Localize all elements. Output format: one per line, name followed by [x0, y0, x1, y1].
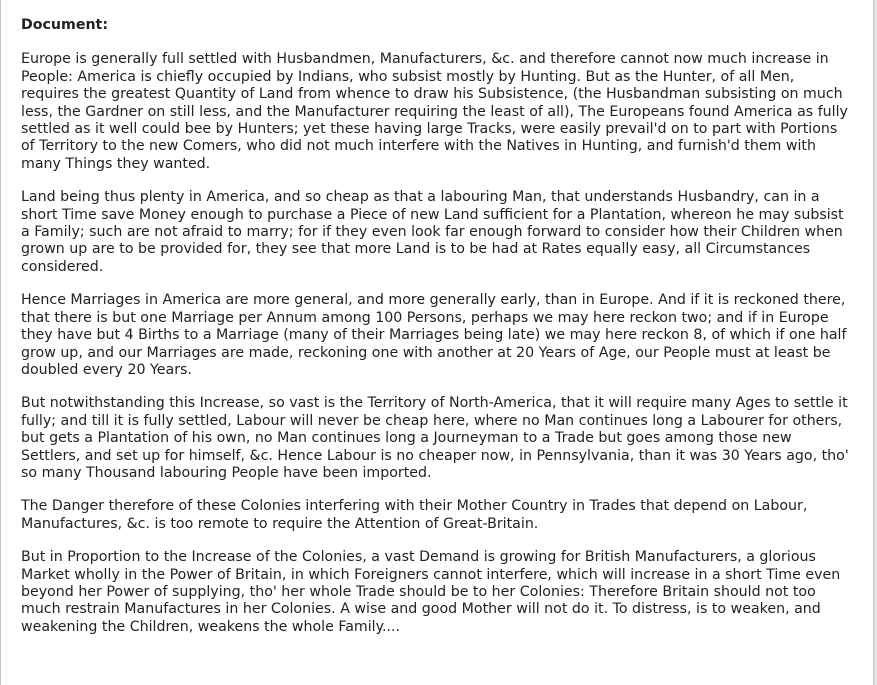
paragraph-3: Hence Marriages in America are more general, and more generally early, than in Europe. And if it is reckoned there, that there is but one Marriage per Annum among 100 Persons, perhaps we may here reckon two; and if in Europe they have but 4 Births to a Marriage (many of their Marriages being late) we may here reckon 8, of which if one half grow up, and our Marriages are made, reckoning one with another at 20 Years of Age, our People must at least be doubled every 20 Years. [21, 292, 847, 378]
paragraph-1: Europe is generally full settled with Husbandmen, Manufacturers, &c. and therefore cannot now much increase in People: America is chiefly occupied by Indians, who subsist mostly by Hunting. But as the Hunter, of all Men, requires the greatest Quantity of Land from whence to draw his Subsistence, (the Husbandman subsisting on much less, the Gardner on still less, and the Manufacturer requiring the least of all), The Europeans found America as fully settled as it well could bee by Hunters; yet these having large Tracks, were easily prevail'd on to part with Portions of Territory to the new Comers, who did not much interfere with the Natives in Hunting, and furnish'd them with many Things they wanted. [21, 51, 848, 172]
paragraph-5: The Danger therefore of these Colonies interfering with their Mother Country in Trades that depend on Labour, Manufactures, &c. is too remote to require the Attention of Great-Britain. [21, 498, 808, 532]
document-content [21, 14, 851, 652]
paragraph-2: Land being thus plenty in America, and so cheap as that a labouring Man, that understands Husbandry, can in a short Time save Money enough to purchase a Piece of new Land sufficient for a Plantation, whereon he may subsist a Family; such are not afraid to marry; for if they even look far enough forward to consider how their Children when grown up are to be provided for, they see that more Land is to be had at Rates equally easy, all Circumstances considered. [21, 189, 844, 275]
paragraph-6: But in Proportion to the Increase of the Colonies, a vast Demand is growing for British Manufacturers, a glorious Market wholly in the Power of Britain, in which Foreigners cannot interfere, which will increase in a short Time even beyond her Power of supplying, tho' her whole Trade should be to her Colonies: Therefore Britain should not too much restrain Manufactures in her Colonies. A wise and good Mother will not do it. To distress, is to weaken, and weakening the Children, weakens the whole Family.... [21, 549, 841, 635]
document-heading: Document: [21, 17, 108, 33]
paragraph-4: But notwithstanding this Increase, so vast is the Territory of North-America, that it will require many Ages to settle it fully; and till it is fully settled, Labour will never be cheap here, where no Man continues long a Labourer for others, but gets a Plantation of his own, no Man continues long a Journeyman to a Trade but goes among those new Settlers, and set up for himself, &c. Hence Labour is no cheaper now, in Pennsylvania, than it was 30 Years ago, tho' so many Thousand labouring People have been imported. [21, 395, 849, 481]
